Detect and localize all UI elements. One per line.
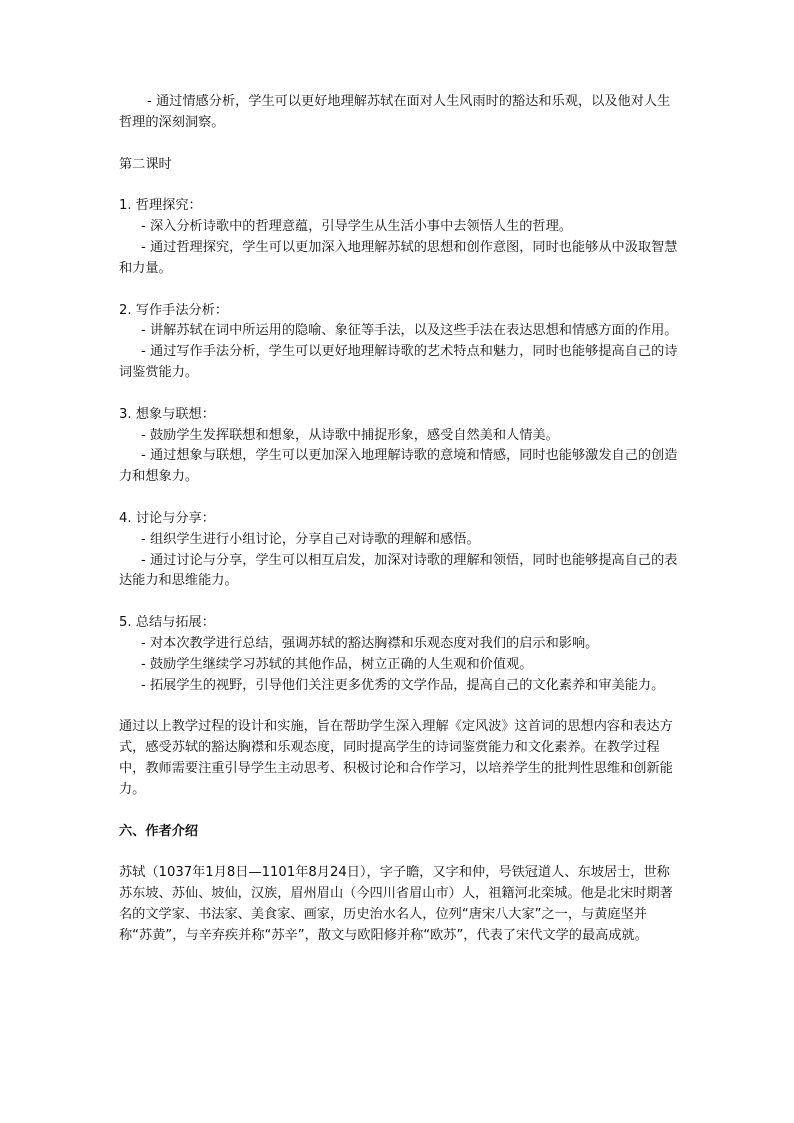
author-bio-paragraph: 苏轼（1037年1月8日—1101年8月24日），字子瞻，又字和仲，号铁冠道人、东坡居士，世称苏东坡、苏仙、坡仙，汉族，眉州眉山（今四川省眉山市）人，祖籍河北栾城。他是北宋时期著名的文学家、书法家、美食家、画家，历史治水名人，位列“唐宋八大家”之一，与黄庭坚并称“苏黄”，与辛弃疾并称“苏辛”，散文与欧阳修并称“欧苏”，代表了宋代文学的最高成就。 <box>119 865 673 943</box>
item-bullet: - 鼓励学生发挥联想和想象，从诗歌中捕捉形象，感受自然美和人情美。 <box>141 427 559 443</box>
item-bullet: - 鼓励学生继续学习苏轼的其他作品，树立正确的人生观和价值观。 <box>141 656 533 672</box>
item-bullet: - 通过讨论与分享，学生可以相互启发，加深对诗歌的理解和领悟，同时也能够提高自己的表达能力和思维能力。 <box>119 552 678 589</box>
intro-paragraph: - 通过情感分析，学生可以更好地理解苏轼在面对人生风雨时的豁达和乐观，以及他对人生哲理的深刻洞察。 <box>119 94 671 130</box>
spacer <box>119 488 679 509</box>
item-heading: 2. 写作手法分析： <box>119 302 229 318</box>
lesson-item-3 <box>119 405 679 488</box>
item-bullet: - 通过哲理探究，学生可以更加深入地理解苏轼的思想和创作意图，同时也能够从中汲取智慧和力量。 <box>119 239 678 276</box>
spacer <box>119 384 679 405</box>
item-bullet: - 通过想象与联想，学生可以更加深入地理解诗歌的意境和情感，同时也能够激发自己的创造力和想象力。 <box>119 448 678 485</box>
summary-paragraph: 通过以上教学过程的设计和实施，旨在帮助学生深入理解《定风波》这首词的思想内容和表达方式，感受苏轼的豁达胸襟和乐观态度，同时提高学生的诗词鉴赏能力和文化素养。在教学过程中，教师需要注重引导学生主动思考、积极讨论和合作学习，以培养学生的批判性思维和创新能力。 <box>119 719 673 797</box>
second-lesson-title: 第二课时 <box>119 156 172 172</box>
item-bullet: - 通过写作手法分析，学生可以更好地理解诗歌的艺术特点和魅力，同时也能够提高自己的诗词鉴赏能力。 <box>119 344 678 380</box>
item-heading: 5. 总结与拓展： <box>119 615 215 631</box>
spacer <box>119 842 679 863</box>
item-bullet: - 对本次教学进行总结，强调苏轼的豁达胸襟和乐观态度对我们的启示和影响。 <box>141 635 599 651</box>
spacer <box>119 592 679 613</box>
item-bullet: - 深入分析诗歌中的哲理意蕴，引导学生从生活小事中去领悟人生的哲理。 <box>141 219 572 235</box>
item-bullet: - 拓展学生的视野，引导他们关注更多优秀的文学作品，提高自己的文化素养和审美能力。 <box>141 677 665 693</box>
item-heading: 3. 想象与联想： <box>119 406 215 422</box>
spacer <box>119 801 679 822</box>
lesson-item-4 <box>119 509 679 592</box>
item-bullet: - 讲解苏轼在词中所运用的隐喻、象征等手法，以及这些手法在表达思想和情感方面的作用。 <box>141 323 678 339</box>
spacer <box>119 280 679 301</box>
item-bullet: - 组织学生进行小组讨论，分享自己对诗歌的理解和感悟。 <box>141 531 480 547</box>
spacer <box>119 175 679 196</box>
lesson-item-1 <box>119 196 679 279</box>
spacer <box>119 696 679 717</box>
spacer <box>119 134 679 155</box>
lesson-item-2 <box>119 301 679 384</box>
section-title-author: 六、作者介绍 <box>119 823 199 839</box>
lesson-item-5 <box>119 613 679 696</box>
item-heading: 1. 哲理探究： <box>119 198 202 214</box>
document-page <box>119 92 679 947</box>
item-heading: 4. 讨论与分享： <box>119 510 215 526</box>
